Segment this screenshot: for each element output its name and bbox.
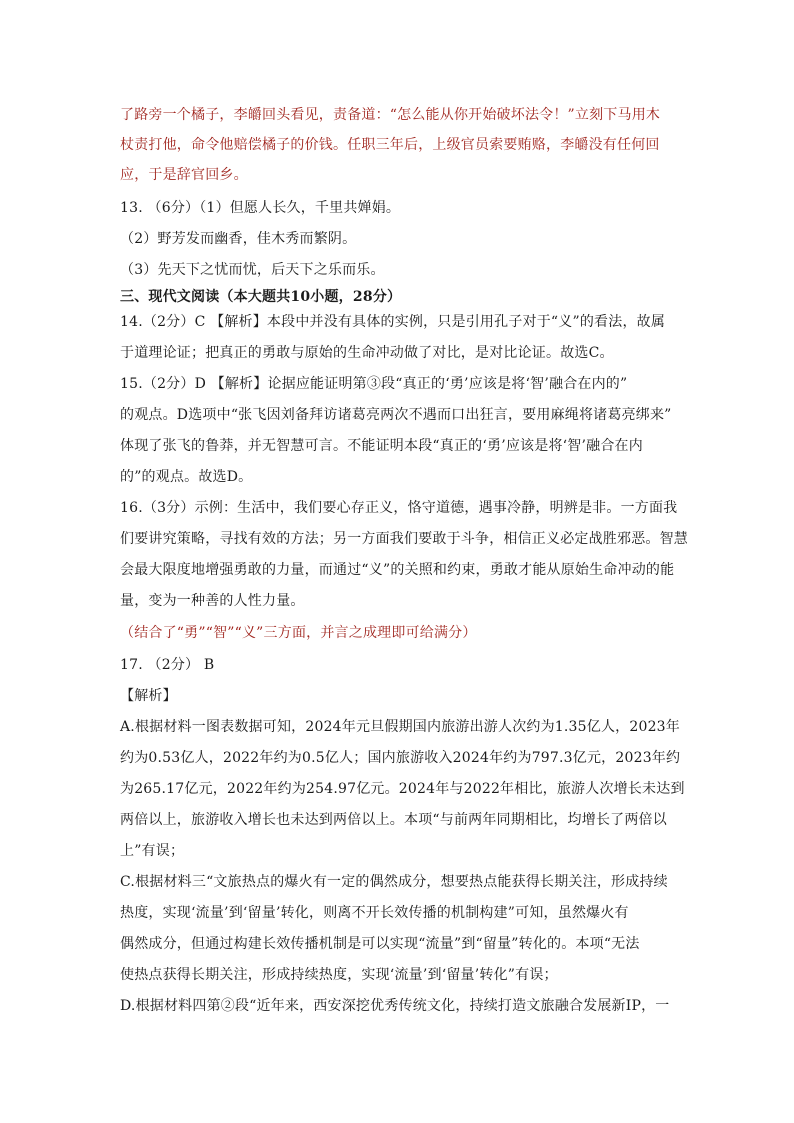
answer-17-option-c-line-1: C.根据材料三“文旅热点的爆火有一定的偶然成分，想要热点能获得长期关注，形成持续 [120, 874, 668, 890]
answer-17-option-a-line-1: A.根据材料一图表数据可知，2024年元旦假期国内旅游出游人次约为1.35亿人，2023年 [120, 719, 680, 735]
answer-17-option-a-line-4: 两倍以上，旅游收入增长也未达到两倍以上。本项“与前两年同期相比，均增长了两倍以 [120, 812, 667, 828]
answer-15-line-3: 体现了张飞的鲁莽，并无智慧可言。不能证明本段“真正的‘勇’应该是将‘智’融合在内 [120, 438, 643, 454]
answer-12-translation-line-3: 应，于是辞官回乡。 [120, 167, 248, 183]
answer-17-option-d-line-1: D.根据材料四第②段“近年来，西安深挖优秀传统文化，持续打造文旅融合发展新IP，一 [120, 998, 670, 1014]
answer-16-line-2: 们要讲究策略，寻找有效的方法；另一方面我们要敢于斗争，相信正义必定战胜邪恶。智慧 [120, 531, 688, 547]
answer-14-line-2: 于道理论证；把真正的勇敢与原始的生命冲动做了对比，是对比论证。故选C。 [120, 345, 614, 361]
answer-12-translation-line-2: 杖责打他，命令他赔偿橘子的价钱。任职三年后，上级官员索要贿赂，李皭没有任何回 [120, 137, 660, 153]
answer-16-line-4: 量，变为一种善的人性力量。 [120, 593, 305, 609]
answer-17-analysis-label: 【解析】 [120, 688, 177, 704]
answer-15-line-2: 的观点。D选项中“张飞因刘备拜访诸葛亮两次不遇而口出狂言，要用麻绳将诸葛亮绑来” [120, 407, 672, 423]
answer-15-line-4: 的”的观点。故选D。 [120, 469, 253, 485]
section-heading-modern-reading: 三、现代文阅读（本大题共10小题，28分） [120, 289, 402, 305]
answer-13-line-1: 13. （6分）（1）但愿人长久，千里共婵娟。 [120, 200, 401, 216]
answer-14-line-1: 14.（2分）C 【解析】本段中并没有具体的实例，只是引用孔子对于“义”的看法，故属 [120, 314, 666, 330]
answer-16-line-3: 会最大限度地增强勇敢的力量，而通过“义”的关照和约束，勇敢才能从原始生命冲动的能 [120, 562, 675, 578]
answer-17-line-1: 17. （2分） B [120, 657, 215, 673]
answer-17-option-c-line-4: 使热点获得长期关注，形成持续热度，实现‘流量’到‘留量’转化”有误； [120, 967, 558, 983]
answer-16-scoring-note: （结合了“勇”“智”“义”三方面，并言之成理即可给满分） [120, 625, 477, 641]
answer-17-option-a-line-5: 上”有误； [120, 843, 185, 859]
answer-13-line-2: （2）野芳发而幽香，佳木秀而繁阴。 [120, 231, 357, 247]
answer-16-line-1: 16.（3分）示例：生活中，我们要心存正义，恪守道德，遇事冷静，明辨是非。一方面我 [120, 500, 678, 516]
answer-17-option-a-line-2: 约为0.53亿人，2022年约为0.5亿人；国内旅游收入2024年约为797.3亿元，2023年约 [120, 750, 681, 766]
answer-17-option-a-line-3: 为265.17亿元，2022年约为254.97亿元。2024年与2022年相比，旅游人次增长未达到 [120, 781, 685, 797]
answer-12-translation-line-1: 了路旁一个橘子，李皭回头看见，责备道：“怎么能从你开始破坏法令！”立刻下马用木 [120, 107, 661, 123]
answer-13-line-3: （3）先天下之忧而忧，后天下之乐而乐。 [120, 262, 385, 278]
answer-17-option-c-line-3: 偶然成分，但通过构建长效传播机制是可以实现“流量”到“留量”转化的。本项“无法 [120, 936, 640, 952]
answer-17-option-c-line-2: 热度，实现‘流量’到‘留量’转化，则离不开长效传播的机制构建”可知，虽然爆火有 [120, 905, 629, 921]
answer-15-line-1: 15.（2分）D 【解析】论据应能证明第③段“真正的‘勇’应该是将‘智’融合在内的” [120, 376, 628, 392]
